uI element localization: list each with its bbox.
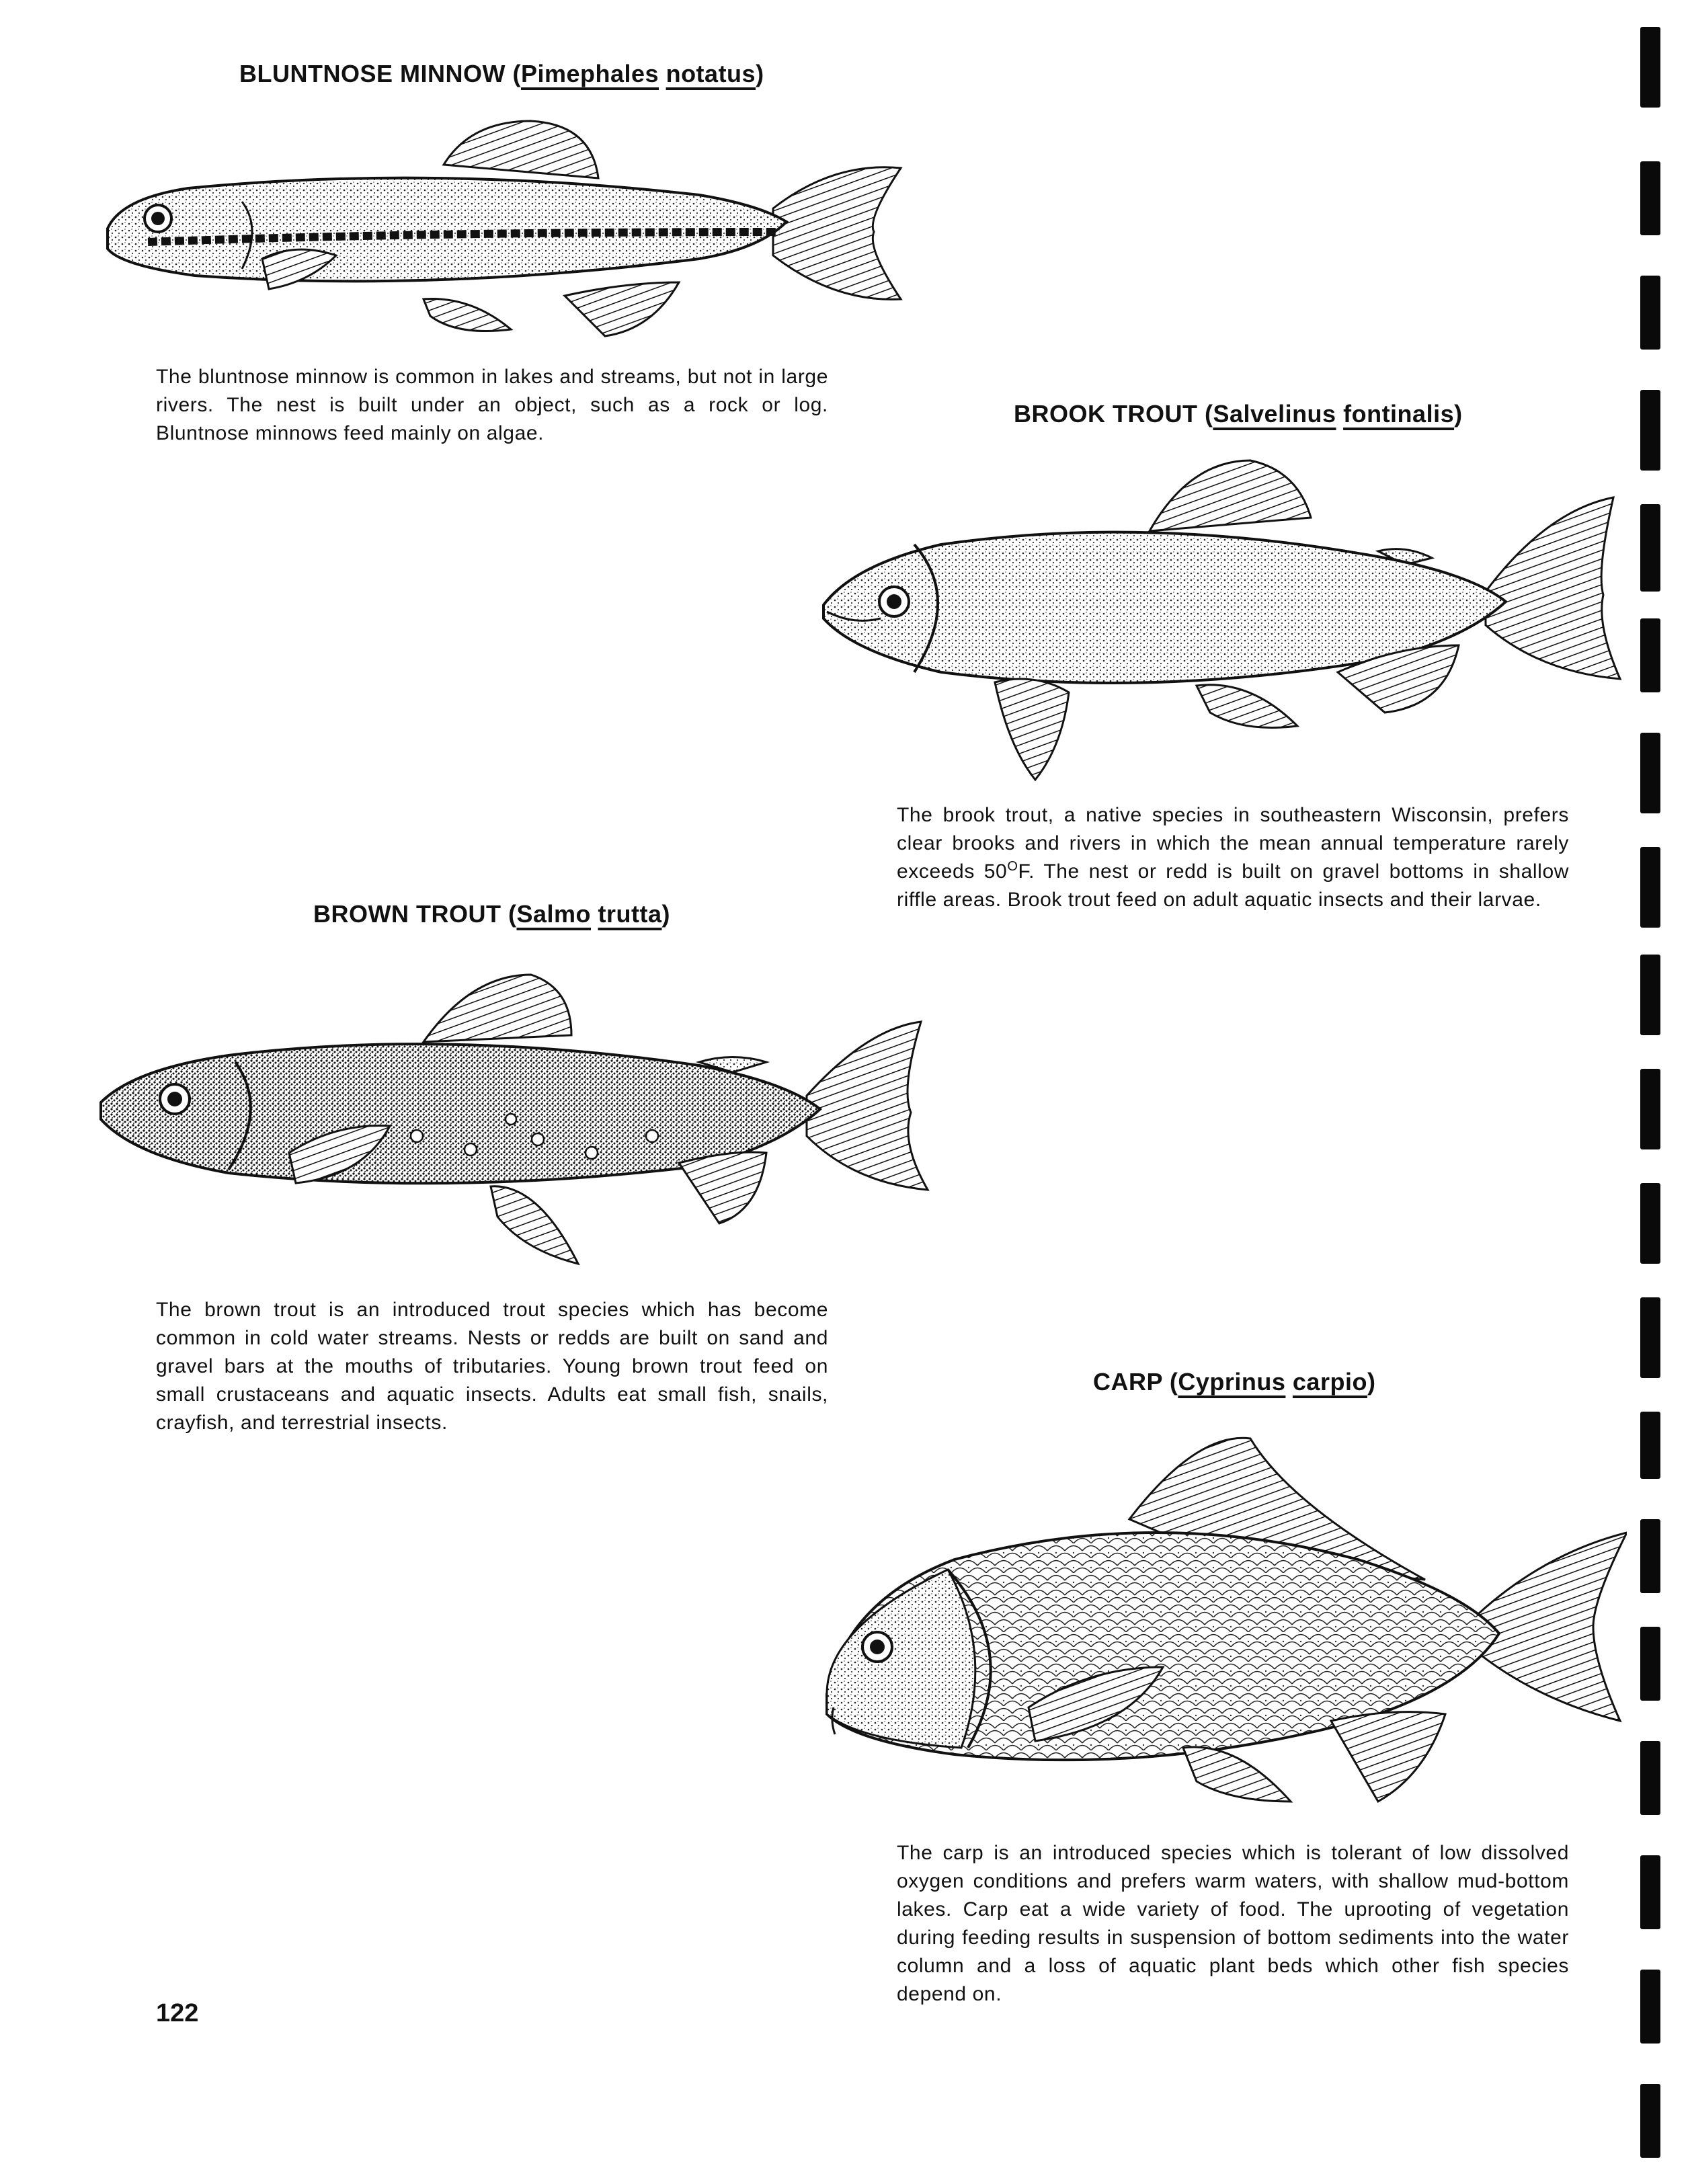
brook-text-part-1: The brook trout, a native species in southeastern Wisconsin, prefers clear brooks and rivers in which the mean annual temperature rarely exceeds 50 bbox=[897, 804, 1569, 883]
binding-hole bbox=[1640, 733, 1660, 813]
binding-hole bbox=[1640, 276, 1660, 350]
binding-hole bbox=[1640, 1627, 1660, 1701]
binding-hole bbox=[1640, 1183, 1660, 1264]
spiral-binding bbox=[1640, 0, 1681, 2184]
binding-hole bbox=[1640, 1297, 1660, 1378]
carp-species: carpio bbox=[1292, 1368, 1367, 1396]
binding-hole bbox=[1640, 1970, 1660, 2044]
minnow-species: notatus bbox=[666, 60, 756, 87]
bluntnose-minnow-illustration bbox=[94, 114, 928, 356]
binding-hole bbox=[1640, 618, 1660, 692]
degree-mark: O bbox=[1007, 859, 1018, 874]
brook-trout-illustration bbox=[813, 450, 1640, 793]
brown-heading: BROWN TROUT (Salmo trutta) bbox=[313, 900, 671, 928]
page-number: 122 bbox=[156, 1999, 199, 2027]
binding-hole bbox=[1640, 955, 1660, 1035]
brown-genus: Salmo bbox=[516, 900, 592, 928]
binding-hole bbox=[1640, 2084, 1660, 2158]
minnow-heading: BLUNTNOSE MINNOW (Pimephales notatus) bbox=[239, 60, 764, 87]
brook-text-part-2: F. The nest or redd is built on gravel bottoms in shallow riffle areas. Brook trout feed on adult aquatic insects and their larvae. bbox=[897, 860, 1569, 911]
binding-hole bbox=[1640, 1741, 1660, 1815]
binding-hole bbox=[1640, 27, 1660, 108]
carp-illustration bbox=[820, 1425, 1627, 1842]
minnow-common-name: BLUNTNOSE MINNOW bbox=[239, 60, 506, 87]
brook-heading: BROOK TROUT (Salvelinus fontinalis) bbox=[1014, 400, 1463, 428]
brook-description bbox=[897, 801, 1569, 914]
brown-species: trutta bbox=[598, 900, 662, 928]
carp-heading: CARP (Cyprinus carpio) bbox=[1093, 1368, 1376, 1396]
carp-genus: Cyprinus bbox=[1178, 1368, 1286, 1396]
binding-hole bbox=[1640, 847, 1660, 928]
binding-hole bbox=[1640, 1412, 1660, 1479]
brown-common-name: BROWN TROUT bbox=[313, 900, 501, 928]
carp-description: The carp is an introduced species which is tolerant of low dissolved oxygen conditions and prefers warm waters, with shallow mud-bottom lakes. Carp eat a wide variety of food. The uprooting of vegetation during feeding results in suspension of bottom sediments into the water column and a loss of aquatic plant beds which other fish species depend on. bbox=[897, 1842, 1569, 2005]
brook-species: fontinalis bbox=[1343, 400, 1455, 428]
binding-hole bbox=[1640, 504, 1660, 592]
brown-description: The brown trout is an introduced trout species which has become common in cold water streams. Nests or redds are built on sand and gravel bars at the mouths of tributaries. Young brown trout feed on small crustaceans and aquatic insects. Adults eat small fish, snails, crayfish, and terrestrial insects. bbox=[156, 1299, 828, 1434]
minnow-description: The bluntnose minnow is common in lakes and streams, but not in large rivers. The nest is built under an object, such as a rock or log. Bluntnose minnows feed mainly on algae. bbox=[156, 366, 828, 444]
binding-hole bbox=[1640, 161, 1660, 235]
brook-genus: Salvelinus bbox=[1213, 400, 1336, 428]
binding-hole bbox=[1640, 1855, 1660, 1929]
minnow-genus: Pimephales bbox=[520, 60, 659, 87]
brook-common-name: BROOK TROUT bbox=[1014, 400, 1198, 428]
brown-trout-illustration bbox=[94, 968, 934, 1284]
binding-hole bbox=[1640, 1519, 1660, 1593]
binding-hole bbox=[1640, 390, 1660, 471]
carp-common-name: CARP bbox=[1093, 1368, 1163, 1396]
binding-hole bbox=[1640, 1069, 1660, 1149]
